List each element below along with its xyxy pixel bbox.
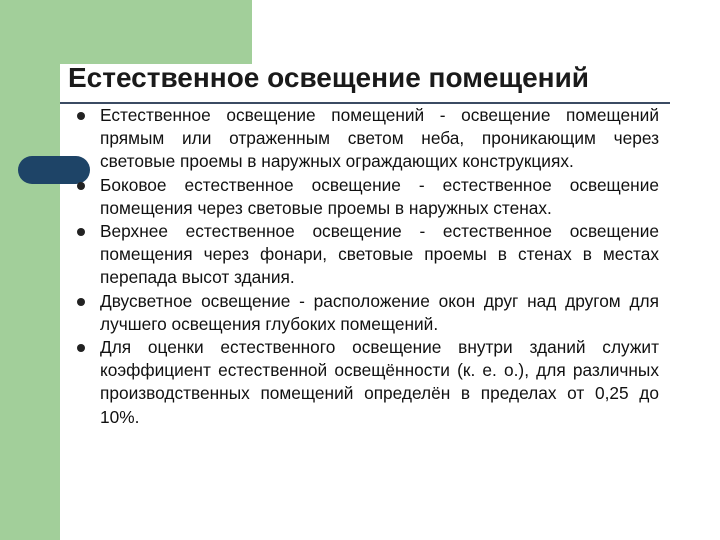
- slide-title: Естественное освещение помещений: [68, 62, 590, 93]
- bullet-dot-icon: [77, 112, 85, 120]
- left-decor-band: [0, 0, 60, 540]
- bullet-dot-icon: [77, 298, 85, 306]
- bullet-text-5: Для оценки естественного освещение внутри зданий служит коэффициент естественной освещённости (к. е. о.), для различных производственных помещений определён в пределах от 0,25 до 10%.: [100, 337, 659, 427]
- bullet-item-4: [76, 290, 659, 336]
- bullet-text-3: Верхнее естественное освещение - естественное освещение помещения через фонари, световые проемы в стенах в местах перепада высот здания.: [100, 221, 659, 288]
- bullet-item-1: [76, 104, 659, 174]
- top-decor-block: [60, 0, 252, 64]
- bullet-text-2: Боковое естественное освещение - естественное освещение помещения через световые проемы в наружных стенах.: [100, 174, 659, 218]
- bullet-item-3: [76, 220, 659, 290]
- bullet-item-5: [76, 336, 659, 429]
- bullet-item-2: [76, 174, 659, 220]
- bullet-list: [76, 104, 659, 429]
- bullet-dot-icon: [77, 344, 85, 352]
- bullet-text-4: Двусветное освещение - расположение окон друг над другом для лучшего освещения глубоких помещений.: [100, 290, 659, 334]
- bullet-dot-icon: [77, 182, 85, 190]
- bullet-text-1: Естественное освещение помещений - освещение помещений прямым или отраженным светом неба, проникающим через световые проемы в наружных ограждающих конструкциях.: [100, 105, 659, 172]
- bullet-dot-icon: [77, 228, 85, 236]
